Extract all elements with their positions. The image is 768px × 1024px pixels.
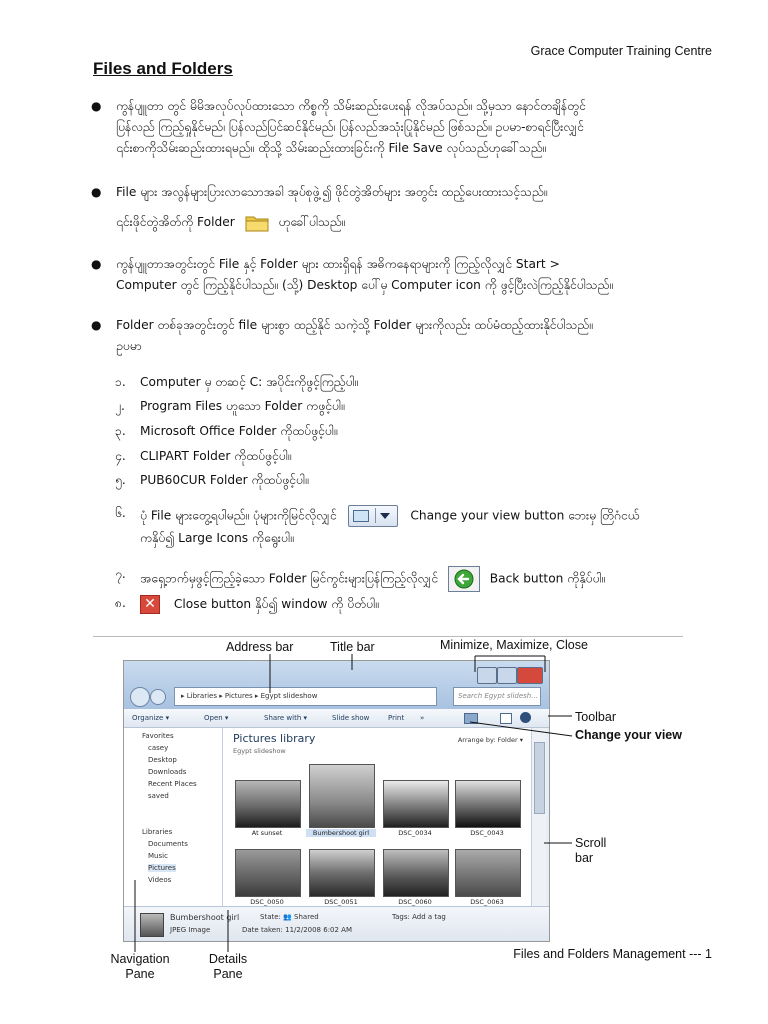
arrange-by: Arrange by: Folder ▾ (457, 736, 523, 744)
step-item (115, 472, 715, 494)
step-text (140, 566, 605, 592)
thumbnail-label: DSC_0050 (250, 898, 284, 906)
thumbnail-image (383, 849, 449, 897)
step-text: Program Files ဟူသော Folder ကဖွင့်ပါ။ (140, 399, 345, 413)
forward-icon (150, 689, 166, 705)
maximize-icon (497, 667, 517, 684)
bullet-1-line-3: ၎င်းစာကိုသိမ်းဆည်းထားရမည်။ ထိုသို့ သိမ်းဆည်းထားခြင်းကို File Save လုပ်သည်ဟုခေါ်သည်။ (116, 141, 547, 155)
nav-item: Desktop (148, 756, 177, 764)
thumbnail-image (235, 849, 301, 897)
nav-item: Downloads (148, 768, 187, 776)
step-text (140, 595, 379, 614)
preview-pane-icon (500, 713, 512, 724)
step-number: ၂. (115, 399, 125, 413)
share-button: Share with ▾ (264, 714, 308, 722)
bullet-4 (93, 315, 713, 357)
nav-item: casey (148, 744, 169, 752)
nav-item: Favorites (142, 732, 174, 740)
step-number: ၅. (115, 473, 126, 487)
header-org: Grace Computer Training Centre (530, 44, 712, 58)
step-item (115, 398, 715, 420)
step-text (140, 505, 639, 527)
step-number: ၆. (115, 506, 126, 520)
organize-button: Organize ▾ (132, 714, 170, 722)
print-button: Print (388, 714, 405, 722)
folder-icon (245, 214, 269, 232)
bullet-1-line-2: ပြန်လည် ကြည့်ရှုနိုင်မည်၊ ပြန်လည်ပြင်ဆင်နိုင်မည်၊ ပြန်လည်အသုံးပြုနိုင်မည် ဖြစ်သည်။ ဥပမာ-စာရင်ပြီးလျှင် (116, 120, 584, 134)
bullet-dot: ● (91, 99, 102, 113)
step-7-post: Back button ကိုနှိပ်ပါ။ (489, 571, 606, 586)
thumbnail-image (309, 849, 375, 897)
step-number: ၁. (115, 375, 126, 389)
step-text: PUB60CUR Folder ကိုထပ်ဖွင့်ပါ။ (140, 473, 309, 487)
step-item (115, 374, 715, 396)
thumbnail-label: Bumbershoot girl (306, 829, 376, 837)
window-title-area (124, 661, 549, 709)
explorer-screenshot (123, 660, 550, 942)
thumbnail-label: At sunset (251, 829, 283, 837)
bullet-3-line-2: Computer တွင် ကြည့်နိုင်ပါသည်။ (သို့) Desktop ပေါ်မှ Computer icon ကို ဖွင့်ပြီးလဲကြည့်နိုင်ပါသည်။ (116, 278, 613, 292)
bullet-dot: ● (91, 318, 102, 332)
thumbnail-image (455, 849, 521, 897)
thumbnail-image (235, 780, 301, 828)
library-subtitle: Egypt slideshow (233, 747, 286, 755)
nav-item: Documents (148, 840, 188, 848)
bullet-1 (93, 96, 713, 159)
back-icon (130, 687, 150, 707)
bullet-2-line-2-post: ဟုခေါ်ပါသည်။ (278, 215, 346, 229)
step-text: CLIPART Folder ကိုထပ်ဖွင့်ပါ။ (140, 449, 292, 463)
step-text: Microsoft Office Folder ကိုထပ်ဖွင့်ပါ။ (140, 424, 338, 438)
step-item (115, 423, 715, 445)
change-view-icon (464, 713, 478, 724)
step-7-pre: အရှေ့ဘက်မှဖွင့်ကြည့်ခဲ့သော Folder မြင်ကွင်းများပြန်ကြည့်လိုလျှင် (140, 571, 438, 586)
details-date: Date taken: 11/2/2008 6:02 AM (242, 926, 353, 934)
nav-item: Recent Places (148, 780, 197, 788)
navigation-pane (124, 728, 223, 906)
details-state: State: 👥 Shared (260, 913, 319, 921)
minimize-icon (477, 667, 497, 684)
thumbnail-label: DSC_0063 (470, 898, 504, 906)
bullet-2 (93, 182, 713, 233)
callout-min-max-close: Minimize, Maximize, Close (440, 638, 588, 652)
nav-item: Pictures (148, 864, 176, 872)
thumbnail-label: DSC_0034 (398, 829, 432, 837)
more-button: » (420, 714, 425, 722)
scroll-bar (531, 728, 546, 906)
step-8-text: Close button နှိပ်၍ window ကို ပိတ်ပါ။ (173, 597, 379, 611)
details-name: Bumbershoot girl (170, 913, 240, 922)
close-icon (517, 667, 543, 684)
address-bar: ▸ Libraries ▸ Pictures ▸ Egypt slideshow (174, 687, 437, 706)
thumbnail-image (455, 780, 521, 828)
step-6-line-2: ကနှိပ်၍ Large Icons ကိုရွေးပါ။ (140, 531, 294, 545)
step-item (115, 566, 715, 588)
step-text: Computer မှ တဆင့် C: အပိုင်းကိုဖွင့်ကြည့်ပါ။ (140, 375, 359, 389)
bullet-4-line-1: Folder တစ်ခုအတွင်းတွင် file များစွာ ထည့်နိုင် သကဲ့သို့ Folder များကိုလည်း ထပ်မံထည့်ထားနိုင်ပါသည်။ (116, 318, 593, 332)
bullet-dot: ● (91, 257, 102, 271)
details-pane (124, 906, 549, 942)
thumbnail-image (309, 764, 375, 828)
nav-item: Videos (148, 876, 172, 884)
divider (93, 636, 683, 637)
step-item (115, 505, 715, 527)
step-number: ၄. (115, 449, 126, 463)
bullet-1-line-1: ကွန်ပျူတာ တွင် မိမိအလုပ်လုပ်ထားသော ကိစ္စကို သိမ်းဆည်းပေးရန် လိုအပ်သည်။ သို့မှသာ နောင်တချိန်တွင် (116, 99, 586, 113)
step-number: ၃. (115, 424, 126, 438)
back-button-icon (448, 566, 480, 592)
bullet-2-line-1: File များ အလွန်များပြားလာသောအခါ အုပ်စုဖွဲ့၍ ဖိုင်တွဲအိတ်များ အတွင်း ထည့်ပေးထားသင့်သည်။ (116, 185, 548, 199)
bullet-2-line-2 (116, 212, 713, 233)
open-button: Open ▾ (204, 714, 229, 722)
callout-scroll-bar: Scroll bar (575, 836, 607, 865)
step-6-pre: ပုံ File များတွေ့ရပါမည်။ ပုံများကိုမြင်လိုလျှင် (140, 508, 337, 523)
toolbar (124, 709, 549, 728)
nav-item: Music (148, 852, 168, 860)
thumbnail-label: DSC_0051 (324, 898, 358, 906)
step-item (115, 595, 715, 617)
bullet-3-line-1: ကွန်ပျူတာအတွင်းတွင် File နှင့် Folder များ ထားရှိရန် အဓိကနေရာများကို ကြည့်လိုလျှင် Start > (116, 257, 560, 271)
bullet-2-line-2-pre: ၎င်းဖိုင်တွဲအိတ်ကို Folder (116, 215, 235, 229)
callout-details-pane: Details Pane (208, 952, 248, 981)
content-pane (223, 728, 531, 906)
bullet-dot: ● (91, 185, 102, 199)
slideshow-button: Slide show (332, 714, 370, 722)
step-number: ၇. (115, 567, 126, 581)
nav-item: Libraries (142, 828, 173, 836)
bullet-4-line-2: ဥပမာ (116, 339, 142, 353)
details-thumbnail (140, 913, 164, 937)
nav-item: saved (148, 792, 169, 800)
library-title: Pictures library (233, 732, 316, 745)
scroll-thumb (534, 742, 545, 814)
window-controls (477, 667, 543, 683)
thumbnail-label: DSC_0060 (398, 898, 432, 906)
search-input: Search Egypt slidesh... (453, 687, 541, 706)
help-icon (520, 712, 531, 723)
callout-title-bar: Title bar (330, 640, 375, 654)
change-view-button-icon (348, 505, 398, 527)
step-number: ၈. (115, 596, 126, 610)
details-tags: Tags: Add a tag (392, 913, 446, 921)
step-item (115, 448, 715, 470)
bullet-3 (93, 254, 713, 296)
thumbnail-label: DSC_0043 (470, 829, 504, 837)
details-type: JPEG Image (170, 926, 211, 934)
callout-toolbar: Toolbar (575, 710, 616, 724)
footer-text: Files and Folders Management --- 1 (513, 947, 712, 961)
step-6-post: Change your view button ဘေးမှ တြိဂံငယ် (410, 508, 640, 523)
callout-change-view: Change your view (575, 728, 682, 742)
step-item (115, 530, 715, 552)
close-icon: ✕ (140, 595, 160, 614)
thumbnail-image (383, 780, 449, 828)
page-title: Files and Folders (93, 59, 233, 78)
callout-address-bar: Address bar (226, 640, 294, 654)
callout-navigation-pane: Navigation Pane (110, 952, 170, 981)
